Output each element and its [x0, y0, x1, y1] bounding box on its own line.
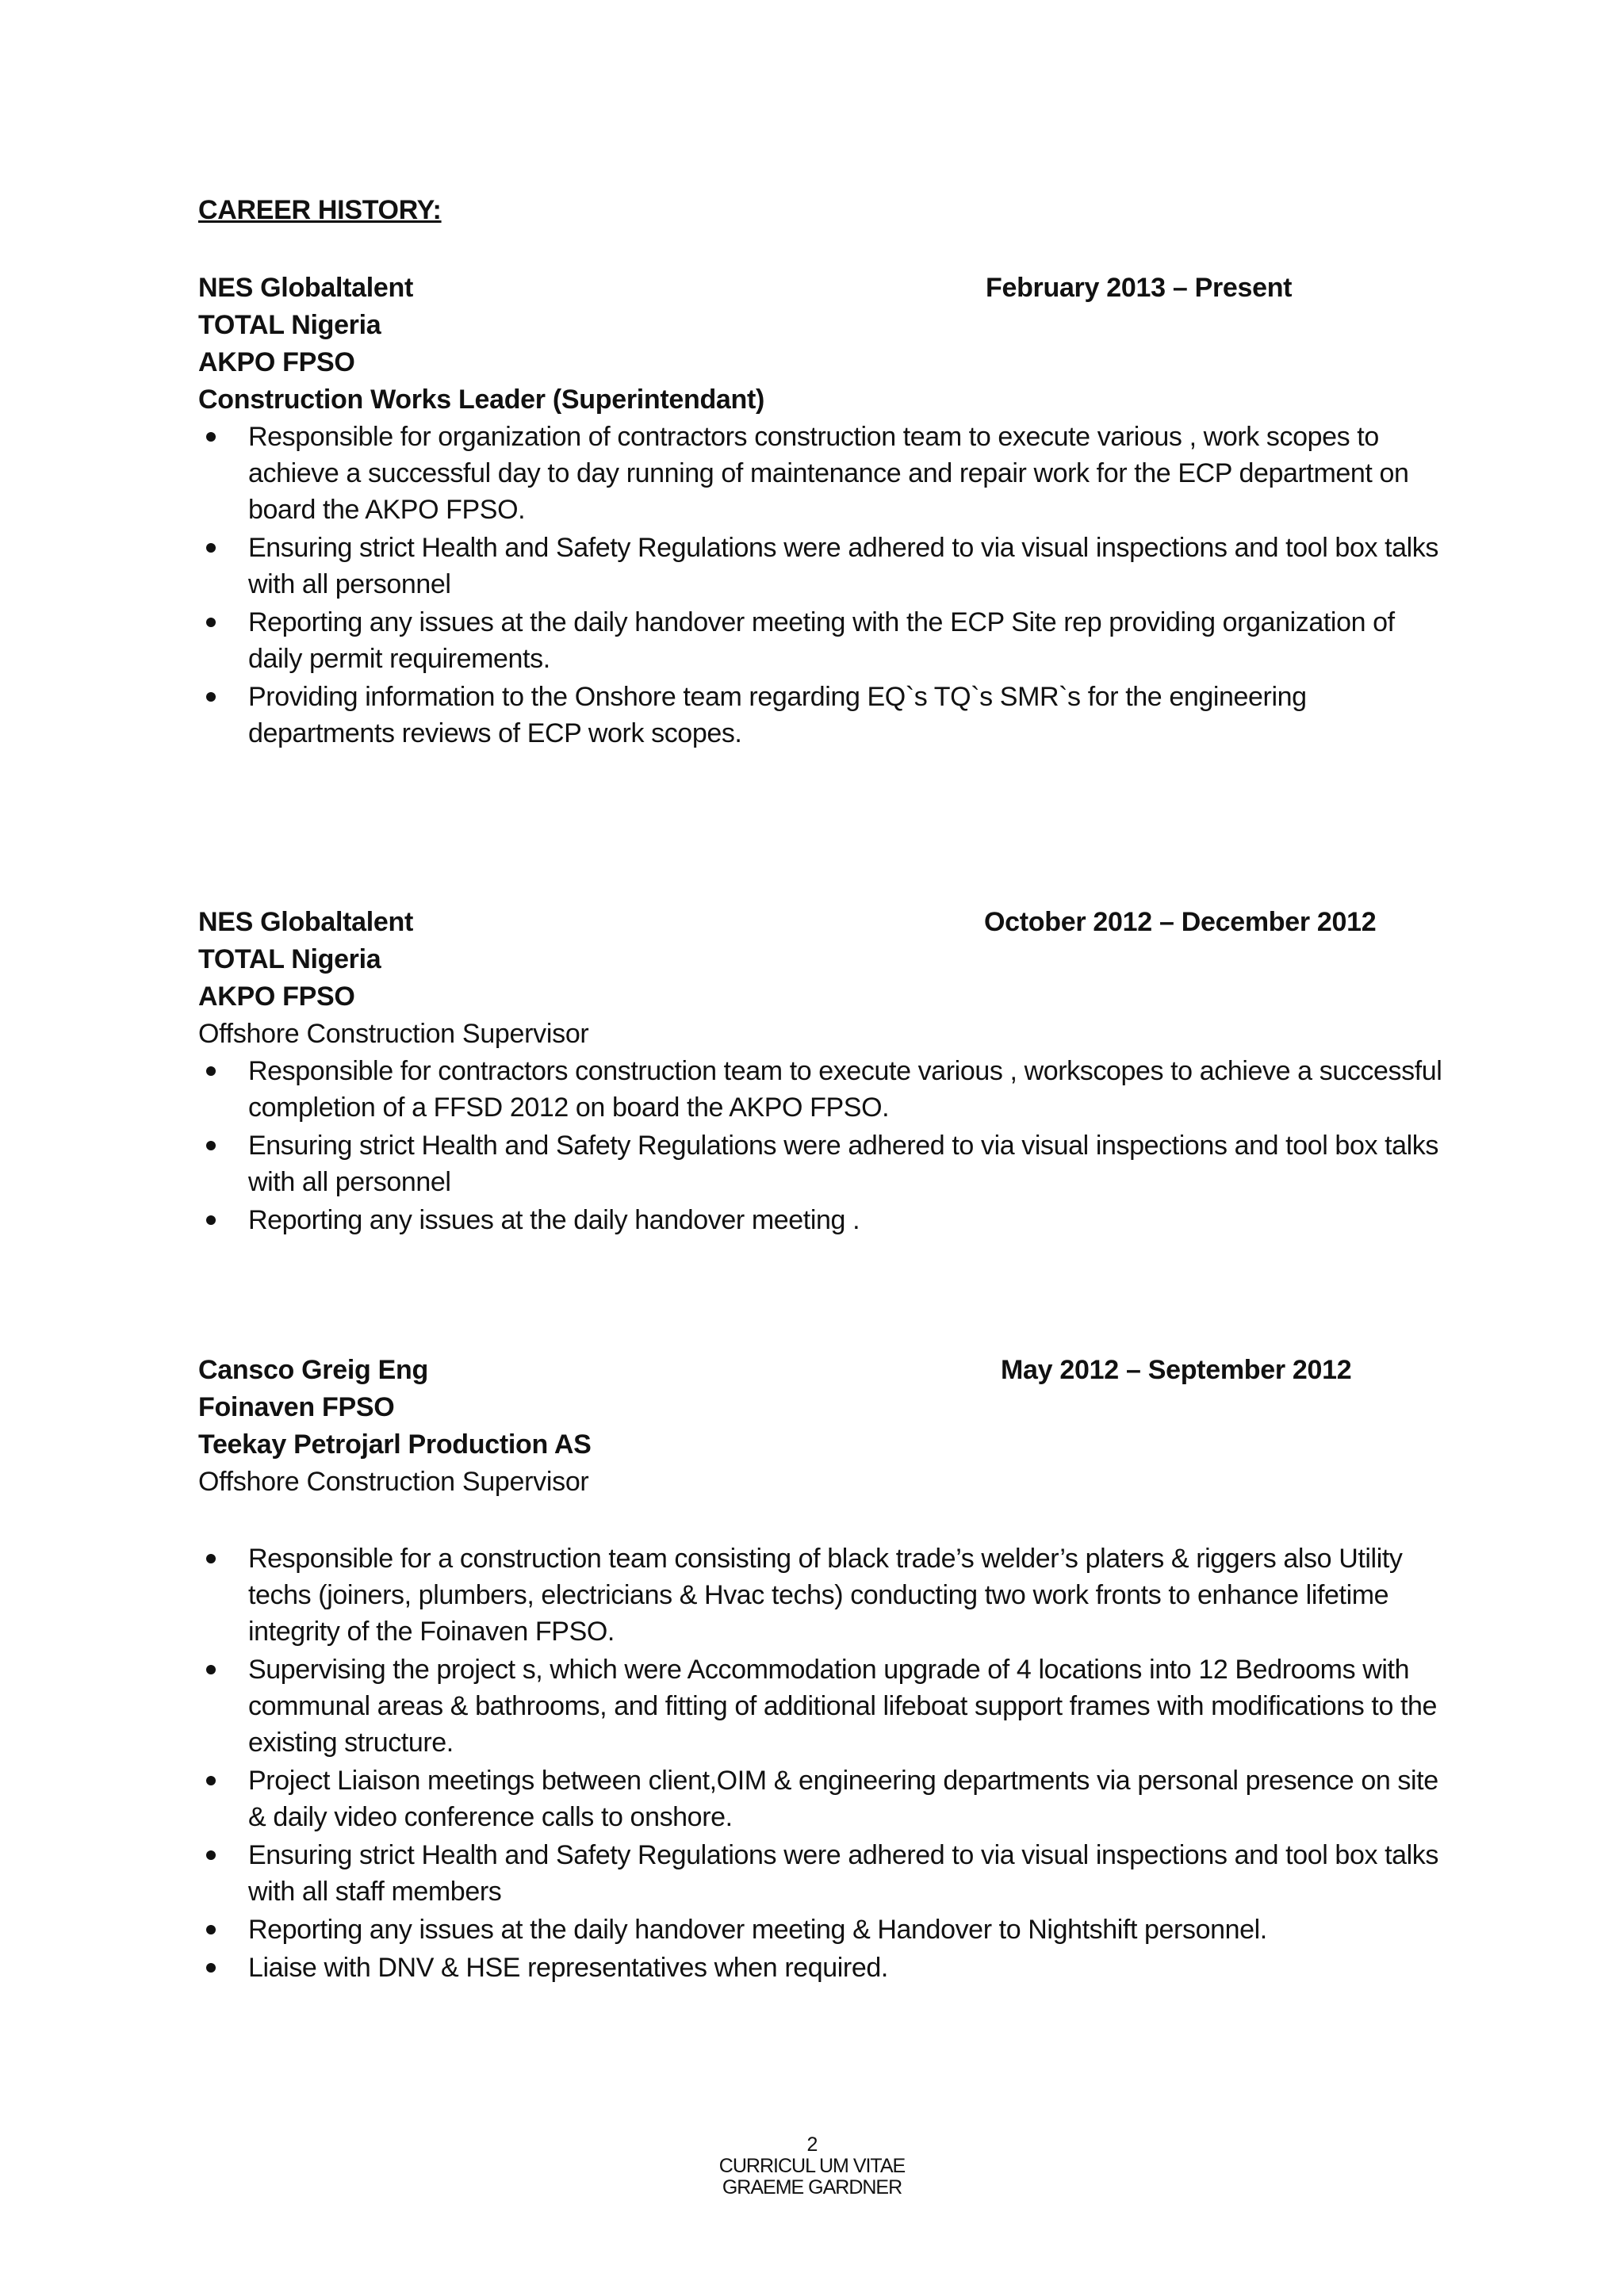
bullet-icon: [206, 1925, 216, 1934]
bullet-icon: [206, 1066, 216, 1076]
bullet-icon: [206, 1776, 216, 1785]
bullet-icon: [206, 618, 216, 627]
list-item-text: Reporting any issues at the daily handover meeting with the ECP Site rep providing organization of daily permit requirements.: [248, 607, 1395, 674]
job-header: [198, 270, 1467, 307]
list-item-text: Ensuring strict Health and Safety Regulations were adhered to via visual inspections and tool box talks with all personnel: [248, 533, 1439, 599]
client-name: Teekay Petrojarl Production AS: [198, 1429, 592, 1460]
footer-cv-title: CURRICUL UM VITAE: [718, 2155, 906, 2177]
bullet-icon: [206, 543, 216, 553]
list-item-text: Responsible for a construction team consisting of black trade’s welder’s platers & riggers also Utility techs (joiners, plumbers, electricians & Hvac techs) conducting two work fronts to enhance lifetime integrity of the Foinaven FPSO.: [248, 1544, 1403, 1647]
job-entry: [198, 270, 1467, 753]
list-item: [198, 1837, 1451, 1910]
job-header: [198, 1352, 1467, 1389]
job-dates: May 2012 – September 2012: [1001, 1355, 1352, 1385]
list-item: [198, 1127, 1451, 1200]
employer-name: NES Globaltalent: [198, 907, 414, 937]
employer-name: Cansco Greig Eng: [198, 1355, 428, 1385]
client-name: TOTAL Nigeria: [198, 310, 381, 340]
job-dates: February 2013 – Present: [986, 273, 1293, 303]
job-title: Offshore Construction Supervisor: [198, 1019, 589, 1049]
list-item: [198, 530, 1451, 603]
list-item: [198, 1651, 1451, 1761]
list-item-text: Responsible for organization of contractors construction team to execute various , work scopes to achieve a successful day to day running of maintenance and repair work for the ECP department on board the AKPO FPSO.: [248, 422, 1409, 525]
list-item-text: Supervising the project s, which were Accommodation upgrade of 4 locations into 12 Bedrooms with communal areas & bathrooms, and fitting of additional lifeboat support frames with modifications to the existing structure.: [248, 1655, 1438, 1758]
list-item-text: Reporting any issues at the daily handover meeting & Handover to Nightshift personnel.: [248, 1915, 1267, 1945]
list-item: [198, 1053, 1451, 1126]
bullet-icon: [206, 1850, 216, 1860]
list-item: [198, 679, 1451, 752]
responsibilities-list: [198, 419, 1451, 752]
job-title: Offshore Construction Supervisor: [198, 1467, 589, 1497]
list-item: [198, 1950, 1451, 1986]
list-item-text: Providing information to the Onshore team regarding EQ`s TQ`s SMR`s for the engineering departments reviews of ECP work scopes.: [248, 682, 1307, 748]
client-name: TOTAL Nigeria: [198, 944, 381, 974]
list-item: [198, 419, 1451, 528]
footer-name: GRAEME GARDNER: [722, 2176, 902, 2198]
list-item-text: Liaise with DNV & HSE representatives when required.: [248, 1953, 888, 1983]
job-header: [198, 904, 1467, 941]
list-item: [198, 604, 1451, 677]
list-item-text: Ensuring strict Health and Safety Regulations were adhered to via visual inspections and tool box talks with all staff members: [248, 1840, 1439, 1907]
job-entry: [198, 1352, 1467, 1988]
list-item-text: Ensuring strict Health and Safety Regulations were adhered to via visual inspections and tool box talks with all personnel: [248, 1131, 1439, 1197]
list-item: [198, 1911, 1451, 1948]
bullet-icon: [206, 1215, 216, 1225]
job-entry: [198, 904, 1467, 1240]
list-item-text: Project Liaison meetings between client,OIM & engineering departments via personal presence on site & daily video conference calls to onshore.: [248, 1766, 1438, 1832]
job-title: Construction Works Leader (Superintendant): [198, 385, 765, 415]
list-item-text: Responsible for contractors construction team to execute various , workscopes to achieve a successful completion of a FFSD 2012 on board the AKPO FPSO.: [248, 1056, 1442, 1123]
bullet-icon: [206, 1141, 216, 1150]
spacer: [198, 1501, 1467, 1540]
employer-name: NES Globaltalent: [198, 273, 414, 303]
list-item: [198, 1202, 1451, 1238]
list-item-text: Reporting any issues at the daily handover meeting .: [248, 1205, 860, 1235]
installation-name: Foinaven FPSO: [198, 1392, 395, 1422]
responsibilities-list: [198, 1053, 1451, 1238]
section-title: CAREER HISTORY:: [198, 195, 442, 225]
list-item: [198, 1540, 1451, 1650]
bullet-icon: [206, 1963, 216, 1973]
installation-name: AKPO FPSO: [198, 347, 355, 377]
installation-name: AKPO FPSO: [198, 982, 355, 1012]
bullet-icon: [206, 1665, 216, 1674]
bullet-icon: [206, 692, 216, 702]
responsibilities-list: [198, 1540, 1451, 1986]
bullet-icon: [206, 432, 216, 442]
list-item: [198, 1762, 1451, 1835]
bullet-icon: [206, 1554, 216, 1563]
job-dates: October 2012 – December 2012: [984, 907, 1377, 937]
page-number: 2: [806, 2133, 818, 2156]
